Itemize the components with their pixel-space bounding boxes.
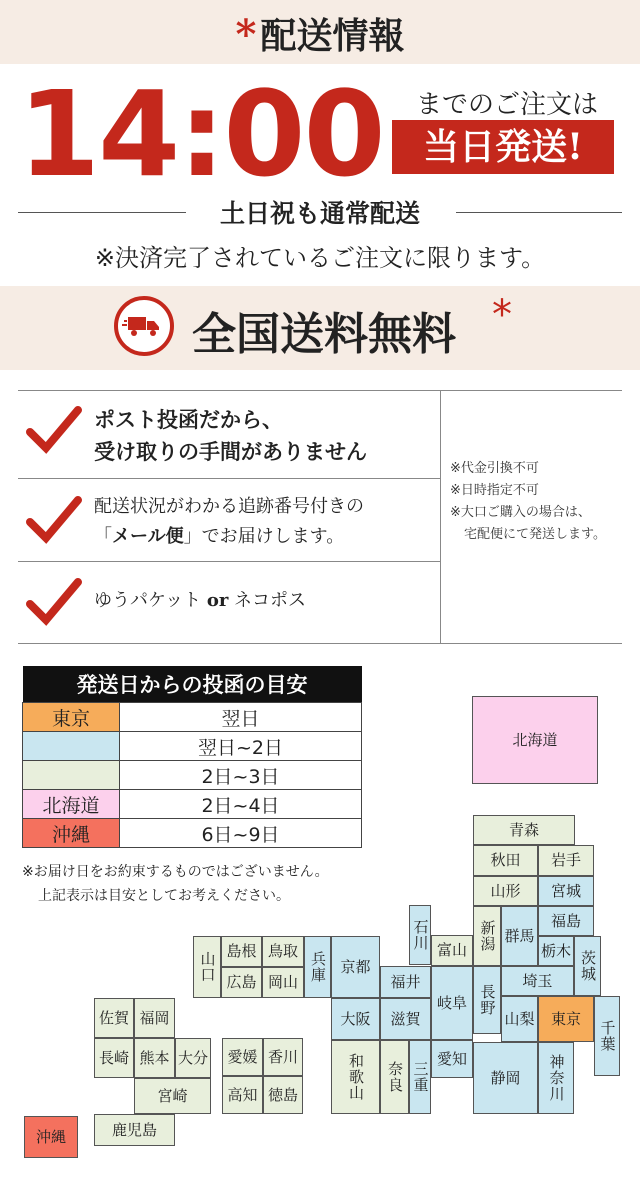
pref-shiga: 滋賀 (380, 998, 431, 1040)
table-row: 東京 翌日 (23, 703, 362, 732)
pref-tochigi: 栃木 (538, 936, 574, 966)
asterisk-icon: * (492, 292, 512, 338)
pref-gifu: 岐阜 (431, 966, 473, 1040)
pref-nagasaki: 長崎 (94, 1038, 134, 1078)
table-row: 北海道 2日~4日 (23, 790, 362, 819)
shipping-notes: ※代金引換不可 ※日時指定不可 ※大口ご購入の場合は、 宅配便にて発送します。 (450, 461, 606, 542)
asterisk-icon: * (235, 11, 257, 58)
pref-fukushima: 福島 (538, 906, 594, 936)
check-icon (26, 574, 82, 630)
feature-1: ポスト投函だから、 受け取りの手間がありません (94, 407, 367, 464)
table-row: 翌日~2日 (23, 732, 362, 761)
pref-iwate: 岩手 (538, 845, 594, 876)
pref-fukuoka: 福岡 (134, 998, 175, 1038)
pref-tottori: 鳥取 (262, 936, 304, 967)
pref-wakayama: 和歌山 (331, 1040, 380, 1114)
pref-aomori: 青森 (473, 815, 575, 845)
pref-kanagawa: 神奈川 (538, 1042, 574, 1114)
truck-icon (114, 296, 174, 356)
pref-okinawa: 沖縄 (24, 1116, 78, 1158)
pref-niigata: 新潟 (473, 906, 501, 966)
table-row: 2日~3日 (23, 761, 362, 790)
pref-miyazaki: 宮崎 (134, 1078, 211, 1114)
table-row: 沖縄 6日~9日 (23, 819, 362, 848)
pref-oita: 大分 (175, 1038, 211, 1078)
pref-miyagi: 宮城 (538, 876, 594, 906)
row-divider (18, 478, 440, 479)
pref-ibaraki: 茨城 (574, 936, 601, 996)
pref-shimane: 島根 (221, 936, 262, 967)
pref-hyogo: 兵庫 (304, 936, 331, 998)
cutoff-until-text: までのご注文は (415, 90, 598, 120)
pref-tokushima: 徳島 (263, 1076, 303, 1114)
box-divider (440, 390, 441, 644)
pref-kochi: 高知 (222, 1076, 263, 1114)
pref-fukui: 福井 (380, 966, 431, 998)
pref-osaka: 大阪 (331, 998, 380, 1040)
pref-saga: 佐賀 (94, 998, 134, 1038)
cutoff-time: 14:00 (18, 65, 384, 203)
box-top-border (18, 390, 622, 391)
feature-3: ゆうパケット or ネコポス (94, 590, 307, 611)
box-bottom-border (18, 643, 622, 644)
row-divider (18, 561, 440, 562)
check-icon (26, 492, 82, 548)
pref-ishikawa: 石川 (409, 905, 431, 965)
pref-yamanashi: 山梨 (501, 996, 538, 1042)
pref-shizuoka: 静岡 (473, 1042, 538, 1114)
pref-kagoshima: 鹿児島 (94, 1114, 175, 1146)
pref-kagawa: 香川 (263, 1038, 303, 1076)
table-note: ※お届け日をお約束するものではございません。 上記表示は目安としてお考えください。 (22, 864, 329, 904)
table-title: 発送日からの投函の目安 (23, 666, 362, 703)
pref-yamagata: 山形 (473, 876, 538, 906)
header-title: * 配送情報 (235, 11, 405, 58)
weekend-delivery: 土日祝も通常配送 (219, 199, 420, 228)
free-shipping-label: 全国送料無料 (192, 309, 456, 360)
pref-toyama: 富山 (431, 935, 473, 966)
pref-chiba: 千葉 (594, 996, 620, 1076)
check-icon (26, 402, 82, 458)
pref-hiroshima: 広島 (221, 967, 262, 998)
pref-ehime: 愛媛 (222, 1038, 263, 1076)
pref-kumamoto: 熊本 (134, 1038, 175, 1078)
pref-hokkaido: 北海道 (472, 696, 598, 784)
header-band (0, 0, 640, 64)
delivery-table (22, 666, 362, 848)
feature-2: 配送状況がわかる追跡番号付きの 「メール便」でお届けします。 (94, 496, 364, 547)
payment-note: ※決済完了されているご注文に限ります。 (94, 244, 546, 272)
pref-akita: 秋田 (473, 845, 538, 876)
pref-nagano: 長野 (473, 966, 501, 1034)
pref-saitama: 埼玉 (501, 966, 574, 996)
pref-gunma: 群馬 (501, 906, 538, 966)
pref-kyoto: 京都 (331, 936, 380, 998)
same-day-badge: 当日発送! (392, 120, 614, 174)
pref-aichi: 愛知 (431, 1040, 473, 1078)
pref-mie: 三重 (409, 1040, 431, 1114)
pref-nara: 奈良 (380, 1040, 409, 1114)
pref-yamaguchi: 山口 (193, 936, 221, 998)
pref-okayama: 岡山 (262, 967, 304, 998)
pref-tokyo: 東京 (538, 996, 594, 1042)
